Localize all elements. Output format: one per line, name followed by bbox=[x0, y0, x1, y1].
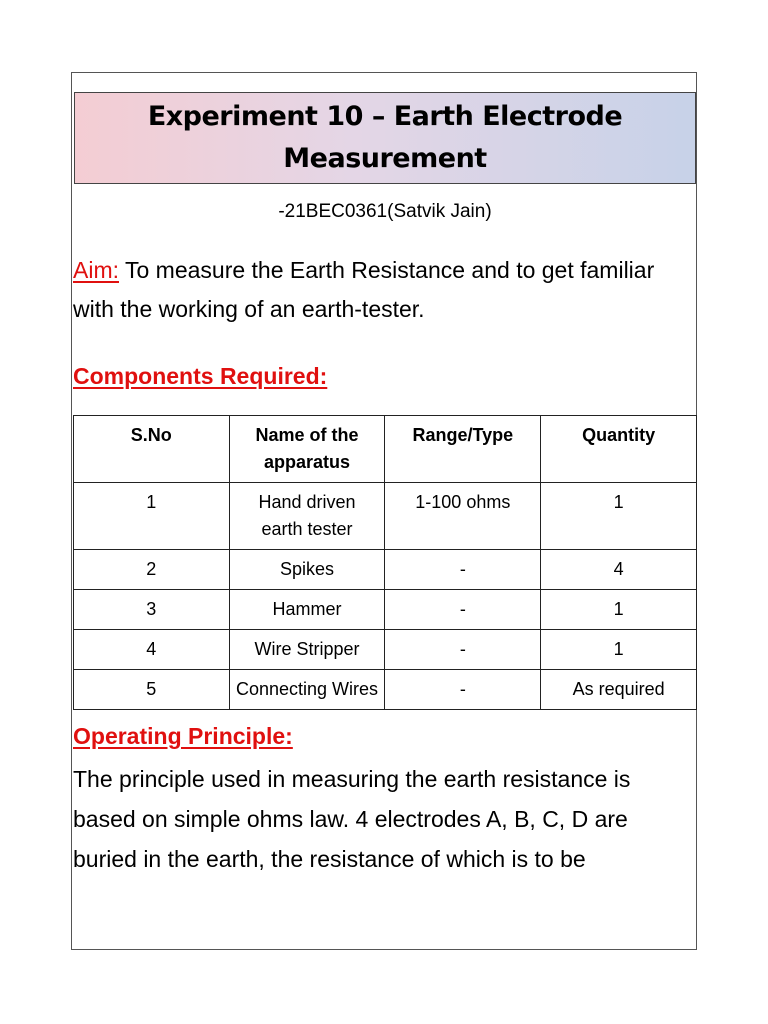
table-cell: Hammer bbox=[229, 590, 385, 630]
operating-principle-heading: Operating Principle: bbox=[73, 723, 293, 749]
aim-text: To measure the Earth Resistance and to get familiar with the working of an earth-tester. bbox=[73, 257, 655, 322]
table-cell: 1 bbox=[541, 630, 697, 670]
table-cell: 4 bbox=[541, 550, 697, 590]
table-cell: As required bbox=[541, 670, 697, 710]
table-cell: 1 bbox=[74, 483, 230, 550]
components-table bbox=[73, 415, 697, 710]
table-cell: - bbox=[385, 630, 541, 670]
document-page bbox=[71, 72, 697, 950]
table-cell: Wire Stripper bbox=[229, 630, 385, 670]
table-row bbox=[74, 590, 697, 630]
aim-paragraph bbox=[73, 251, 695, 329]
table-cell: - bbox=[385, 670, 541, 710]
components-heading: Components Required: bbox=[73, 363, 328, 389]
author-line: -21BEC0361(Satvik Jain) bbox=[278, 201, 492, 222]
table-cell: Connecting Wires bbox=[229, 670, 385, 710]
table-cell: Spikes bbox=[229, 550, 385, 590]
page-title: Experiment 10 – Earth Electrode Measurement bbox=[147, 101, 623, 174]
table-row bbox=[74, 670, 697, 710]
table-header-row bbox=[74, 416, 697, 483]
operating-principle-text: The principle used in measuring the earth resistance is based on simple ohms law. 4 electrodes A, B, C, D are buried in the earth, the resistance of which is to be bbox=[73, 766, 631, 872]
table-cell: 2 bbox=[74, 550, 230, 590]
table-cell: Hand driven earth tester bbox=[229, 483, 385, 550]
column-header: S.No bbox=[74, 416, 230, 483]
table-cell: - bbox=[385, 550, 541, 590]
table-row bbox=[74, 483, 697, 550]
table-row bbox=[74, 630, 697, 670]
column-header: Quantity bbox=[541, 416, 697, 483]
column-header: Name of the apparatus bbox=[229, 416, 385, 483]
table-cell: 5 bbox=[74, 670, 230, 710]
table-cell: 3 bbox=[74, 590, 230, 630]
table-row bbox=[74, 550, 697, 590]
table-cell: 1-100 ohms bbox=[385, 483, 541, 550]
table-cell: - bbox=[385, 590, 541, 630]
table-cell: 1 bbox=[541, 590, 697, 630]
table-cell: 1 bbox=[541, 483, 697, 550]
table-cell: 4 bbox=[74, 630, 230, 670]
title-banner bbox=[74, 92, 696, 184]
aim-label: Aim: bbox=[73, 257, 119, 283]
column-header: Range/Type bbox=[385, 416, 541, 483]
